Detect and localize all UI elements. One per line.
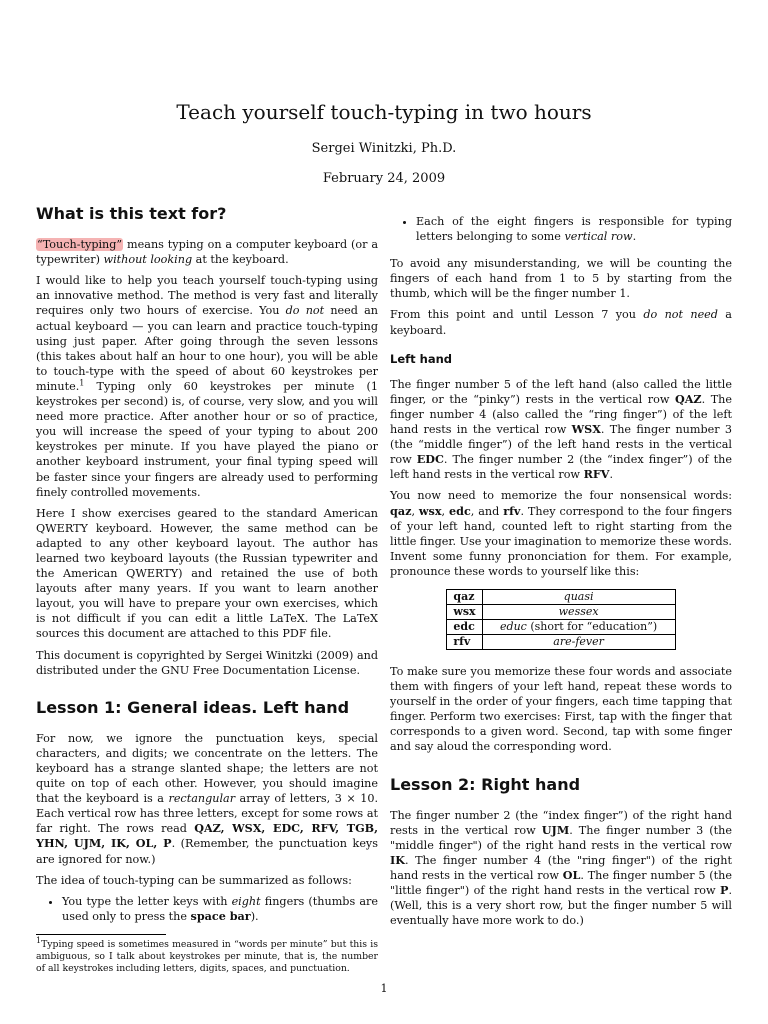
pronunciation-note: (short for “education”) (526, 619, 658, 633)
emphasis: eight (231, 894, 261, 908)
document-author: Sergei Winitzki, Ph.D. (311, 141, 457, 156)
table-row (447, 589, 675, 604)
text-run: The finger number 5 of the left hand (also called the little finger, or the “pinky”) rests in the vertical row (390, 377, 732, 406)
footnote-marker[interactable]: 1 (79, 378, 85, 388)
text-run: , (411, 504, 419, 518)
list-item (62, 894, 378, 924)
text-run: You now need to memorize the four nonsensical words: (390, 489, 732, 503)
word-edc: edc (449, 503, 471, 518)
table-value (482, 589, 675, 604)
highlighted-term[interactable]: “Touch-typing” (37, 238, 123, 252)
row-edc: EDC (416, 452, 444, 467)
paragraph-method (36, 273, 378, 499)
row-ol: OL (562, 868, 581, 882)
text-run: . The finger number 4 (the "ring finger") of the right hand rests in the vertical row (390, 853, 732, 882)
table-row (447, 619, 675, 634)
paragraph-left-hand-rows (390, 377, 732, 483)
table-value (482, 604, 675, 619)
row-wsx: WSX (571, 422, 601, 437)
paragraph-copyright: This document is copyrighted by Sergei Winitzki (2009) and distributed under the GNU Free Documentation License. (36, 648, 378, 677)
paragraph-finger-counting: To avoid any misunderstanding, we will be counting the fingers of each hand from 1 to 5 by starting from the thumb, which will be the finger number 1. (390, 257, 732, 301)
section-heading-lesson-1: Lesson 1: General ideas. Left hand (36, 697, 350, 717)
paragraph-memorize-words (390, 488, 732, 579)
table-value (482, 634, 675, 649)
text-run: . (632, 230, 637, 244)
text-run: . The finger number 4 (also called the “ring finger”) of the left hand rests in the vertical row (390, 392, 732, 437)
emphasis: do not (285, 304, 325, 318)
list-item (416, 214, 732, 244)
text-run: a keyboard. (390, 308, 732, 337)
section-heading-lesson-2: Lesson 2: Right hand (390, 774, 581, 794)
emphasis: vertical row (564, 230, 633, 244)
page-number: 1 (380, 982, 388, 995)
text-run: . The finger number 5 (the "little finger") of the right hand rests in the vertical row (390, 869, 732, 898)
text-run: at the keyboard. (192, 253, 289, 267)
paragraph-summary-intro: The idea of touch-typing can be summarized as follows: (36, 873, 352, 887)
pronunciation-table (446, 589, 675, 650)
space-bar-term: space bar (190, 908, 251, 923)
text-run: Typing only 60 keystrokes per minute (1 keystrokes per second) is, of course, very slow, and you will need more practice. After another hour or so of practice, you will increase the speed of your typing to about 200 keystrokes per minute. If you have played the piano or another keyboard instrument, your final typing speed will be faster since your fingers are already used to performing finely controlled movements. (36, 379, 378, 499)
idea-list-continued (390, 214, 732, 244)
row-qaz: QAZ (674, 391, 702, 406)
pronunciation: wessex (558, 604, 599, 618)
text-run: need an actual keyboard — you can learn and practice touch-typing using just paper. After going through the seven lessons (this takes about half an hour to one hour), you will be able to touch-type with the speed of about 60 keystrokes per minute. (36, 304, 378, 393)
row-ujm: UJM (541, 822, 570, 837)
text-run: , (441, 504, 450, 518)
right-column (390, 214, 732, 934)
text-run: From this point and until Lesson 7 you (390, 308, 644, 322)
footnote (36, 935, 378, 975)
left-column (36, 206, 378, 975)
table-key: rfv (447, 634, 482, 649)
pronunciation: are-fever (553, 634, 604, 648)
text-run: . The finger number 3 (the “middle finger”) of the left hand rests in the vertical row (390, 423, 732, 467)
table-key: wsx (447, 604, 482, 619)
paragraph-no-keyboard (390, 307, 732, 337)
paragraph-definition (36, 237, 378, 267)
paragraph-keyboard-layouts: Here I show exercises geared to the standard American QWERTY keyboard. However, the same method can be adapted to any other keyboard layout. The author has learned two keyboard layouts (the Russian typewriter and the American QWERTY) and retained the use of both layouts after many years. If you want to learn another layout, you will have to prepare your own exercises, which is not difficult if you can edit a little LaTeX. The LaTeX sources this document are attached to this PDF file. (36, 506, 378, 641)
footnote-number: 1 (36, 935, 42, 945)
footnote-text: Typing speed is sometimes measured in “words per minute” but this is ambiguous, so I talk about keystrokes per minute, that is, the number of all keystrokes including letters, digits, spaces, and punctuation. (36, 938, 378, 974)
text-run: . The finger number 2 (the “index finger”) of the left hand rests in the vertical row (390, 453, 733, 482)
text-run: . (609, 468, 614, 482)
pronunciation: educ (500, 619, 527, 633)
paragraph-right-hand-rows (390, 808, 732, 929)
paragraph-rectangular-array (36, 731, 378, 867)
text-run: You type the letter keys with (62, 894, 232, 908)
text-run: I would like to help you teach yourself touch-typing using an innovative method. The method is very fast and literally requires only two hours of exercise. You (36, 274, 378, 318)
section-heading-purpose: What is this text for? (36, 204, 227, 223)
word-qaz: qaz (390, 503, 412, 518)
table-key: qaz (447, 589, 482, 604)
text-run: . (Remember, the punctuation keys are ignored for now.) (36, 837, 378, 866)
row-rfv: RFV (583, 467, 610, 482)
text-run: array of letters, 3 × 10. Each vertical row has three letters, except for some rows at far right. The rows read (36, 792, 378, 836)
text-run: . They correspond to the four fingers of your left hand, counted left to right starting from the little finger. Use your imagination to memorize these words. Invent some funny prononciation for them. For example, pronounce these words to yourself like this: (390, 504, 732, 578)
text-run: Each of the eight fingers is responsible for typing letters belonging to some (416, 215, 732, 244)
row-p: P (720, 883, 729, 898)
text-run: means typing on a computer keyboard (or a typewriter) (36, 238, 378, 267)
table-row (447, 634, 675, 649)
emphasis: rectangular (168, 792, 236, 806)
document-title: Teach yourself touch-typing in two hours (176, 100, 592, 124)
text-run: ). (250, 909, 259, 923)
text-run: . (Well, this is a very short row, but the finger number 5 will eventually have more work to do.) (390, 884, 732, 928)
word-rfv: rfv (503, 503, 521, 518)
row-ik: IK (390, 852, 405, 867)
subsection-heading-left-hand: Left hand (390, 351, 452, 366)
text-run: . The finger number 3 (the "middle finger") of the right hand rests in the vertical row (390, 823, 732, 852)
pronunciation: quasi (563, 589, 594, 603)
text-run: The finger number 2 (the “index finger”) of the right hand rests in the vertical row (390, 808, 732, 837)
table-key: edc (447, 619, 482, 634)
document-date: February 24, 2009 (322, 171, 446, 186)
keyboard-rows: QAZ, WSX, EDC, RFV, TGB, YHN, UJM, IK, OL, P (36, 821, 378, 851)
emphasis: without looking (103, 253, 193, 267)
word-wsx: wsx (418, 503, 442, 518)
text-run: fingers (thumbs are used only to press the (62, 894, 378, 923)
table-row (447, 604, 675, 619)
paragraph-exercises: To make sure you memorize these four words and associate them with fingers of your left hand, repeat these words to yourself in the order of your fingers, each time tapping that finger. Perform two exercises: First, tap with the finger that corresponds to a given word. Second, tap with some finger and say aloud the corresponding word. (390, 664, 732, 754)
text-run: For now, we ignore the punctuation keys, special characters, and digits; we concentrate on the letters. The keyboard has a strange slanted shape; the letters are not quite on top of each other. However, you should imagine that the keyboard is a (36, 731, 378, 806)
footnote-divider (36, 934, 166, 935)
table-value (482, 619, 675, 634)
text-run: , and (470, 504, 504, 518)
idea-list (36, 894, 378, 924)
emphasis: do not need (643, 308, 718, 322)
